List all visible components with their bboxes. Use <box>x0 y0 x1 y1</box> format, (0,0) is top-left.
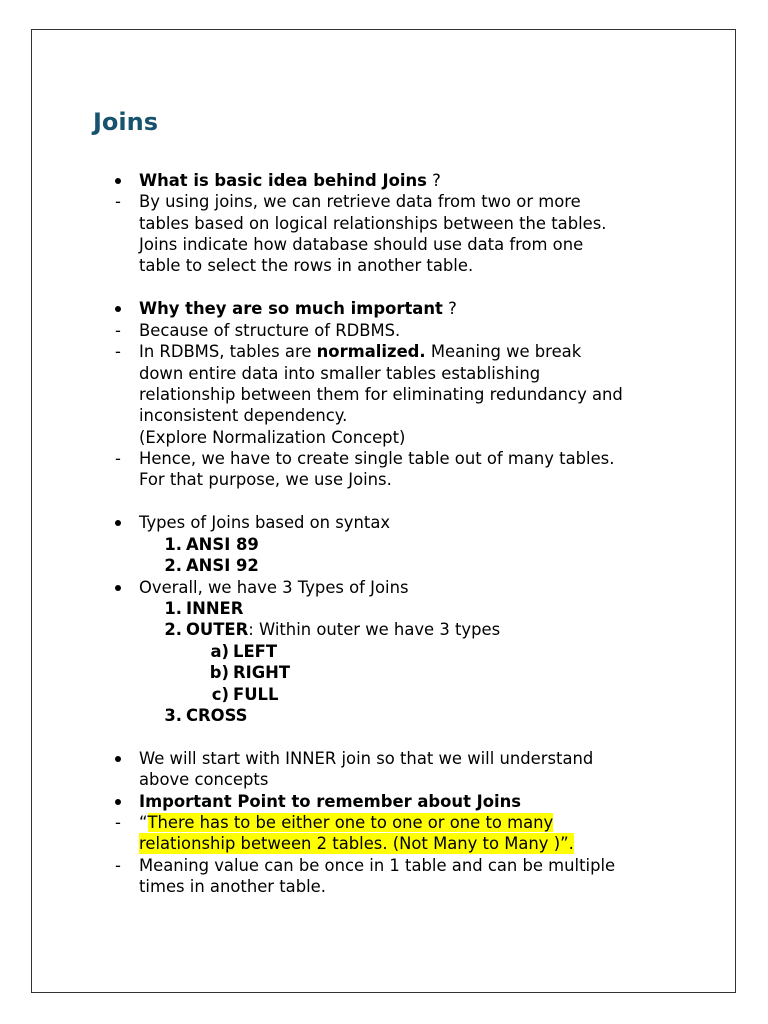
question-importance-bold: Why they are so much important <box>139 299 443 318</box>
text-line: We will start with INNER join so that we will understand <box>139 749 594 768</box>
text-line: By using joins, we can retrieve data from two or more <box>139 192 581 211</box>
item-label: INNER <box>186 599 244 618</box>
text-line: Joins indicate how database should use data from one <box>139 235 584 254</box>
text-segment: Meaning we break <box>425 342 582 361</box>
text-line: Overall, we have 3 Types of Joins <box>139 578 409 597</box>
item-label: OUTER <box>186 620 249 639</box>
dash-marker: - <box>115 856 121 875</box>
item-label: RIGHT <box>233 663 291 682</box>
item-label: ANSI 92 <box>186 556 259 575</box>
dash-marker: - <box>115 813 121 832</box>
dash-marker: - <box>115 321 121 340</box>
item-number: 3. <box>164 706 182 725</box>
text-line: table to select the rows in another table. <box>139 256 474 275</box>
item-label: ANSI 89 <box>186 535 259 554</box>
text-segment: In RDBMS, tables are <box>139 342 317 361</box>
highlighted-text: There has to be either one to one or one to many <box>147 813 554 832</box>
dash-marker: - <box>115 449 121 468</box>
item-letter: b) <box>209 663 229 682</box>
bullet-icon <box>115 306 121 312</box>
item-number: 1. <box>164 535 182 554</box>
item-letter: a) <box>210 642 229 661</box>
text-line: down entire data into smaller tables establishing <box>139 364 541 383</box>
text-line: Because of structure of RDBMS. <box>139 321 401 340</box>
bullet-icon <box>115 756 121 762</box>
normalized-bold: normalized. <box>316 342 426 361</box>
item-number: 1. <box>164 599 182 618</box>
dash-marker: - <box>115 342 121 361</box>
text-line: Types of Joins based on syntax <box>139 513 391 532</box>
highlighted-text: relationship between 2 tables. (Not Many to Many )”. <box>139 834 574 853</box>
important-heading: Important Point to remember about Joins <box>139 792 522 811</box>
text-line: For that purpose, we use Joins. <box>139 470 392 489</box>
bullet-icon <box>115 799 121 805</box>
text-line: Hence, we have to create single table out of many tables. <box>139 449 615 468</box>
text-line: above concepts <box>139 770 269 789</box>
text-line: tables based on logical relationships between the tables. <box>139 214 607 233</box>
item-label: CROSS <box>186 706 248 725</box>
open-quote: “ <box>139 813 148 832</box>
bullet-icon <box>115 178 121 184</box>
text-line: (Explore Normalization Concept) <box>139 428 406 447</box>
item-number: 2. <box>164 620 182 639</box>
text-line: Meaning value can be once in 1 table and can be multiple <box>139 856 616 875</box>
item-label: FULL <box>233 685 279 704</box>
text-segment: : Within outer we have 3 types <box>248 620 501 639</box>
text-line: inconsistent dependency. <box>139 406 348 425</box>
question-mark: ? <box>442 299 457 318</box>
item-label: LEFT <box>233 642 278 661</box>
text-line: relationship between them for eliminating redundancy and <box>139 385 623 404</box>
question-mark: ? <box>426 171 441 190</box>
dash-marker: - <box>115 192 121 211</box>
question-basic-idea-bold: What is basic idea behind Joins <box>139 171 427 190</box>
bullet-icon <box>115 520 121 526</box>
item-number: 2. <box>164 556 182 575</box>
text-line: times in another table. <box>139 877 326 896</box>
bullet-icon <box>115 585 121 591</box>
page-title: Joins <box>93 108 159 136</box>
item-letter: c) <box>211 685 229 704</box>
